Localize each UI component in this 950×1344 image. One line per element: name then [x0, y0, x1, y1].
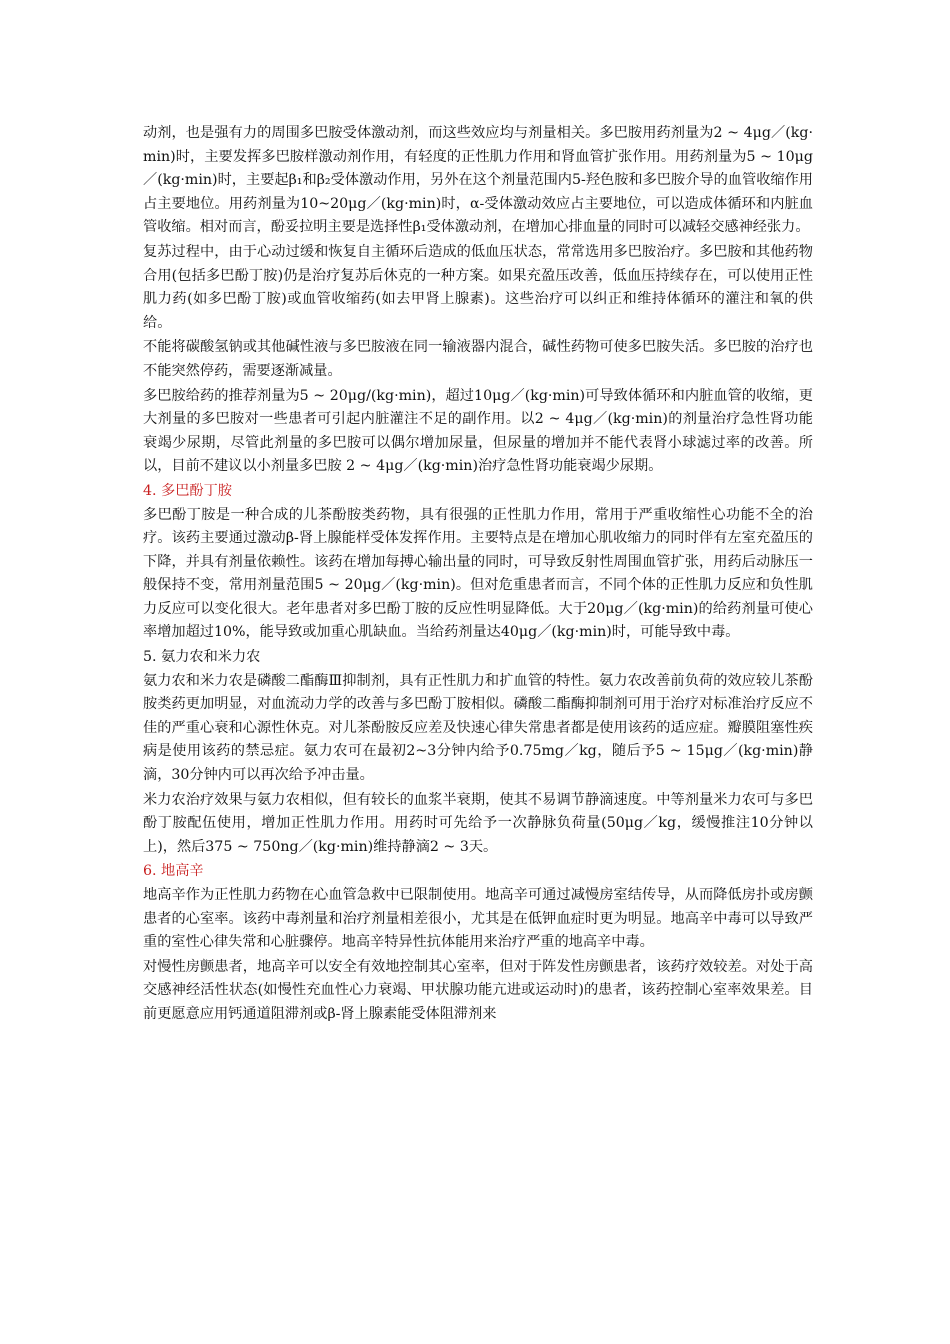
paragraph-digoxin-af: 对慢性房颤患者，地高辛可以安全有效地控制其心室率，但对于阵发性房颤患者，该药疗效较差。对处于高交感神经活性状态(如慢性充血性心力衰竭、甲状腺功能亢进或运动时)的患者，该药控制心室率效果差。目前更愿意应用钙通道阻滞剂或β-肾上腺素能受体阻滞剂来: [143, 958, 813, 1022]
paragraph-digoxin: 地高辛作为正性肌力药物在心血管急救中已限制使用。地高辛可通过减慢房室结传导，从而降低房扑或房颤患者的心室率。该药中毒剂量和治疗剂量相差很小，尤其是在低钾血症时更为明显。地高辛中毒可以导致严重的室性心律失常和心脏骤停。地高辛特异性抗体能用来治疗严重的地高辛中毒。: [143, 887, 813, 951]
paragraph-dobutamine: 多巴酚丁胺是一种合成的儿茶酚胺类药物，具有很强的正性肌力作用，常用于严重收缩性心功能不全的治疗。该药主要通过激动β-肾上腺能样受体发挥作用。主要特点是在增加心肌收缩力的同时伴有左室充盈压的下降，并具有剂量依赖性。该药在增加每搏心输出量的同时，可导致反射性周围血管扩张，用药后动脉压一般保持不变，常用剂量范围5 ~ 20μg／(kg·min)。但对危重患者而言，不同个体的正性肌力反应和负性肌力反应可以变化很大。老年患者对多巴酚丁胺的反应性明显降低。大于20μg／(kg·min)的给药剂量可使心率增加超过10%，能导致或加重心肌缺血。当给药剂量达40μg／(kg·min)时，可能导致中毒。: [143, 506, 813, 641]
paragraph-recommended-dose: 多巴胺给药的推荐剂量为5 ~ 20μg/(kg·min)，超过10μg／(kg·min)可导致体循环和内脏血管的收缩，更大剂量的多巴胺对一些患者可引起内脏灌注不足的副作用。以2 ~ 4μg／(kg·min)的剂量治疗急性肾功能衰竭少尿期，尽管此剂量的多巴胺可以偶尔增加尿量，但尿量的增加并不能代表肾小球滤过率的改善。所以，目前不建议以小剂量多巴胺 2 ~ 4μg／(kg·min)治疗急性肾功能衰竭少尿期。: [143, 387, 813, 475]
paragraph-amrinone: 氨力农和米力农是磷酸二酯酶Ⅲ抑制剂，具有正性肌力和扩血管的特性。氨力农改善前负荷的效应较儿茶酚胺类药更加明显，对血流动力学的改善与多巴酚丁胺相似。磷酸二酯酶抑制剂可用于治疗对标准治疗反应不佳的严重心衰和心源性休克。对儿茶酚胺反应差及快速心律失常患者都是使用该药的适应症。瓣膜阻塞性疾病是使用该药的禁忌症。氨力农可在最初2~3分钟内给予0.75mg／kg，随后予5 ~ 15μg／(kg·min)静滴，30分钟内可以再次给予冲击量。: [143, 672, 813, 784]
paragraph-no-alkaline-mixing: 不能将碳酸氢钠或其他碱性液与多巴胺液在同一输液器内混合，碱性药物可使多巴胺失活。多巴胺的治疗也不能突然停药，需要逐渐减量。: [143, 339, 813, 379]
paragraph-dopamine-dose: 动剂，也是强有力的周围多巴胺受体激动剂，而这些效应均与剂量相关。多巴胺用药剂量为2 ~ 4μg／(kg·min)时，主要发挥多巴胺样激动剂作用，有轻度的正性肌力作用和肾血管扩张作用。用药剂量为5 ~ 10μg／(kg·min)时，主要起β₁和β₂受体激动作用，另外在这个剂量范围内5-羟色胺和多巴胺介导的血管收缩作用占主要地位。用药剂量为10~20μg／(kg·min)时，α-受体激动效应占主要地位，可以造成体循环和内脏血管收缩。相对而言，酚妥拉明主要是选择性β₁受体激动剂，在增加心排血量的同时可以减轻交感神经张力。: [143, 125, 813, 236]
paragraph-resuscitation-hypotension: 复苏过程中，由于心动过缓和恢复自主循环后造成的低血压状态，常常选用多巴胺治疗。多巴胺和其他药物合用(包括多巴酚丁胺)仍是治疗复苏后休克的一种方案。如果充盈压改善，低血压持续存在，可以使用正性肌力药(如多巴酚丁胺)或血管收缩药(如去甲肾上腺素)。这些治疗可以纠正和维持体循环的灌注和氧的供给。: [143, 243, 813, 331]
heading-amrinone-milrinone: 5. 氨力农和米力农: [143, 649, 261, 666]
document-body: [143, 122, 813, 1028]
heading-digoxin: 6. 地高辛: [143, 863, 204, 880]
paragraph-milrinone: 米力农治疗效果与氨力农相似，但有较长的血浆半衰期，使其不易调节静滴速度。中等剂量米力农可与多巴酚丁胺配伍使用，增加正性肌力作用。用药时可先给予一次静脉负荷量(50μg／kg，缓慢推注10分钟以上)，然后375 ~ 750ng／(kg·min)维持静滴2 ~ 3天。: [143, 791, 813, 855]
heading-dobutamine: 4. 多巴酚丁胺: [143, 482, 232, 499]
